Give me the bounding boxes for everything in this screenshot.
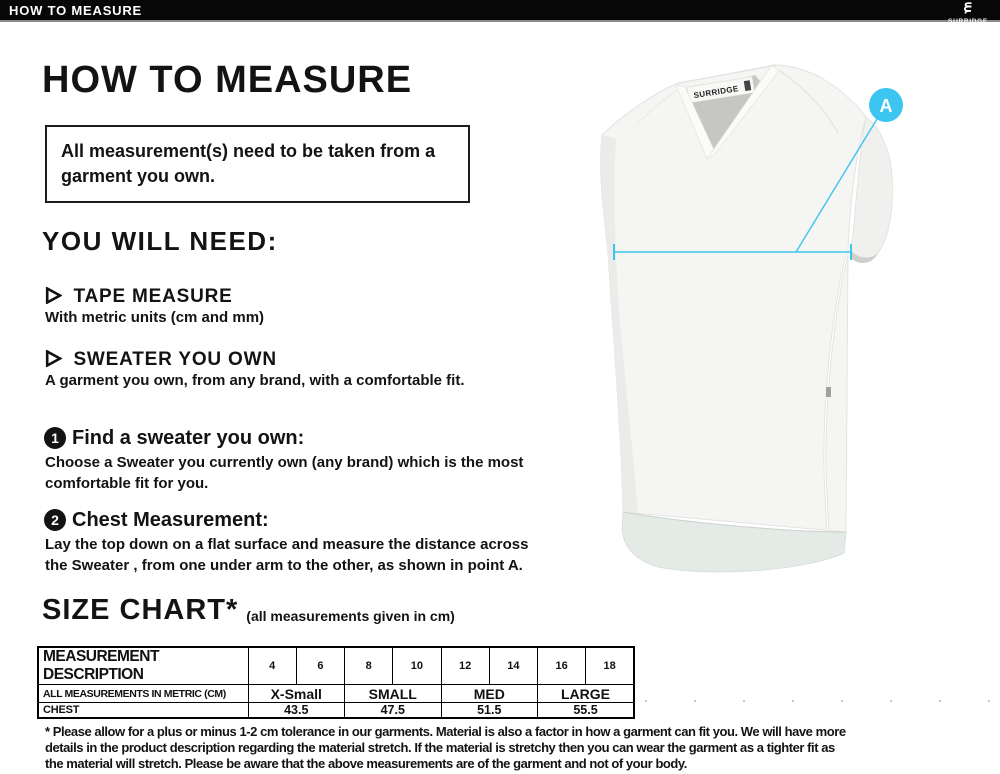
size-col-header: 4 <box>248 647 296 685</box>
size-group-header: MED <box>441 685 538 703</box>
chest-value: 43.5 <box>248 703 345 719</box>
size-chart-table <box>37 646 635 719</box>
brand-s-mark-icon <box>960 2 976 14</box>
size-col-header: 14 <box>489 647 537 685</box>
size-chart-title: SIZE CHART* <box>42 594 239 626</box>
collar-label-text: SURRIDGE <box>692 84 740 101</box>
table-row-sizes <box>38 647 634 685</box>
table-gridline-remnant <box>645 700 1000 702</box>
size-col-header: 8 <box>345 647 393 685</box>
chest-row-label: CHEST <box>38 703 248 719</box>
table-row-size-groups <box>38 685 634 703</box>
you-will-need-heading: YOU WILL NEED: <box>42 226 278 256</box>
need-item-title: SWEATER YOU OWN <box>73 349 277 370</box>
garment-diagram <box>558 25 1000 645</box>
need-item-sweater <box>45 349 277 372</box>
step-description: Lay the top down on a flat surface and measure the distance across the Sweater , from one under arm to the other, as shown in point A. <box>45 536 529 574</box>
size-group-header: X-Small <box>248 685 345 703</box>
notice-text: All measurement(s) need to be taken from a garment you own. <box>61 141 436 186</box>
top-bar-title: HOW TO MEASURE <box>9 3 143 18</box>
side-tag <box>826 387 831 397</box>
size-chart-subtitle: (all measurements given in cm) <box>246 608 455 624</box>
step-number-badge: 1 <box>44 427 66 449</box>
top-bar <box>0 0 1000 25</box>
need-item-description: A garment you own, from any brand, with a comfortable fit. <box>45 372 465 389</box>
brand-logo <box>946 1 990 25</box>
size-group-header: LARGE <box>538 685 635 703</box>
step-description: Choose a Sweater you currently own (any brand) which is the most comfortable fit for you. <box>45 454 524 492</box>
need-item-tape-measure <box>45 286 233 309</box>
size-col-header: 10 <box>393 647 441 685</box>
size-col-header: 6 <box>296 647 344 685</box>
triangle-bullet-icon <box>45 287 62 309</box>
metric-units-label: ALL MEASUREMENTS IN METRIC (CM) <box>38 685 248 703</box>
size-col-header: 12 <box>441 647 489 685</box>
chest-value: 51.5 <box>441 703 538 719</box>
point-a-label: A <box>879 96 893 116</box>
measurement-description-header: MEASUREMENT DESCRIPTION <box>38 647 248 685</box>
step-title: Chest Measurement: <box>72 509 269 531</box>
page-title: HOW TO MEASURE <box>42 59 413 101</box>
size-col-header: 18 <box>586 647 634 685</box>
triangle-bullet-icon <box>45 350 62 372</box>
footnote-text: * Please allow for a plus or minus 1-2 cm tolerance in our garments. Material is also a factor in how a garment can fit you. We will have more details in the product description regarding the material stretch. If the material is stretchy then you can wear the garment as a tighter fit as the material will stretch. Please be aware that the above measurements are of the garment and not of your body. <box>45 724 846 771</box>
brand-logo-text: SURRIDGE <box>948 18 988 25</box>
need-item-description: With metric units (cm and mm) <box>45 309 265 326</box>
table-row-chest <box>38 703 634 719</box>
size-group-header: SMALL <box>345 685 442 703</box>
notice-box <box>45 125 470 203</box>
step-number-badge: 2 <box>44 509 66 531</box>
step-title: Find a sweater you own: <box>72 427 305 449</box>
chest-value: 55.5 <box>538 703 635 719</box>
need-item-title: TAPE MEASURE <box>73 286 233 307</box>
size-col-header: 16 <box>538 647 586 685</box>
chest-value: 47.5 <box>345 703 442 719</box>
size-chart-heading <box>42 594 455 627</box>
